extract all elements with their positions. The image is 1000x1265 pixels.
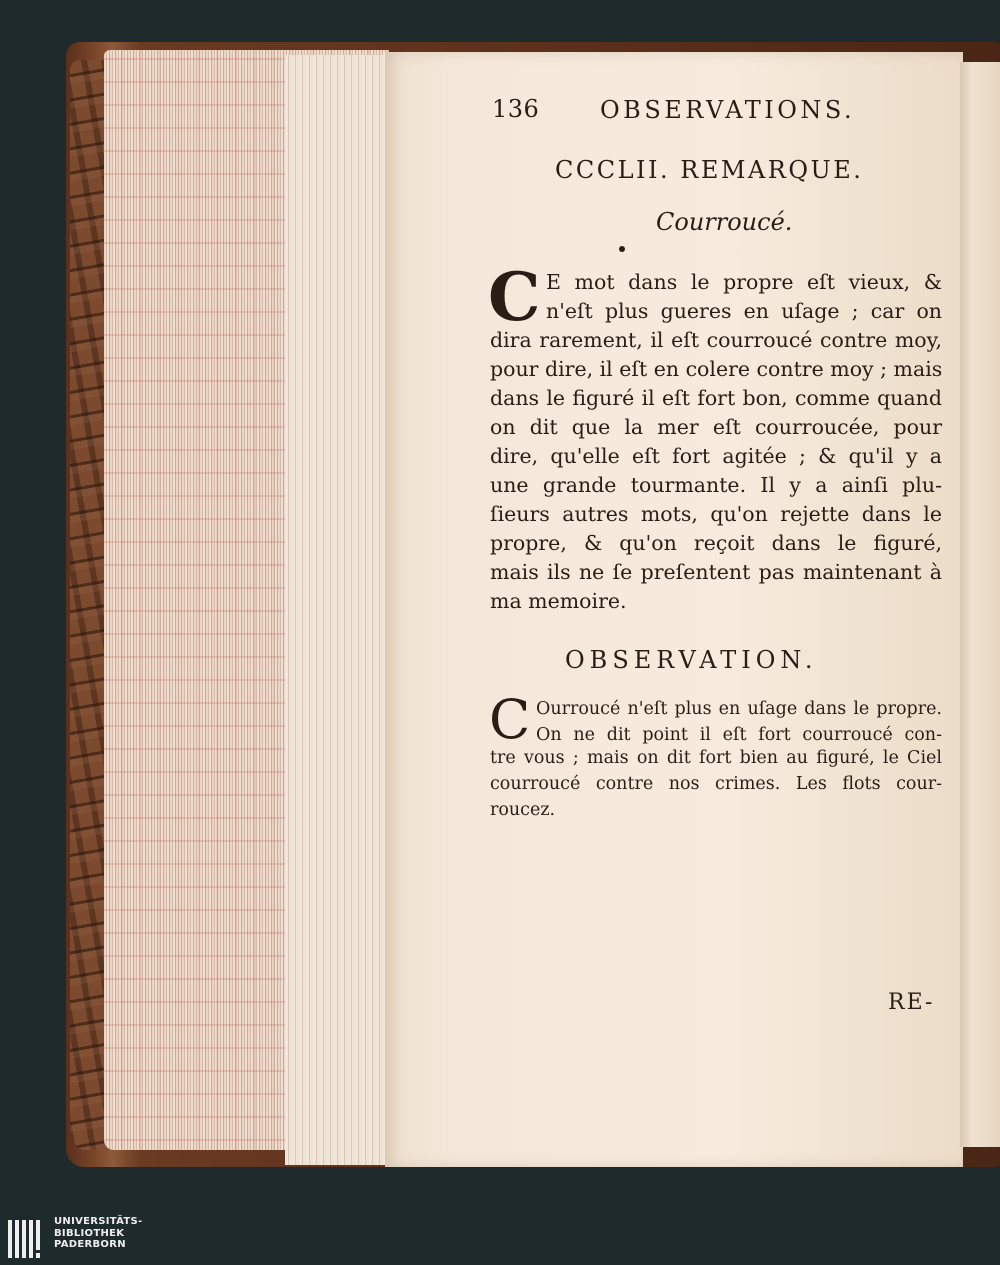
remark-line: dire, qu'elle eſt fort agitée ; & qu'il y a (490, 444, 942, 468)
remark-line: on dit que la mer eſt courroucée, pour (490, 415, 942, 439)
remark-line: ſieurs autres mots, qu'on rejette dans le (490, 502, 942, 526)
remark-line: n'eſt plus gueres en uſage ; car on (546, 299, 942, 323)
remark-line: dans le figuré il eſt fort bon, comme quand (490, 386, 942, 410)
observation-line: courroucé contre nos crimes. Les flots cour- (490, 774, 942, 794)
catchword: RE- (888, 990, 935, 1015)
remark-line: propre, & qu'on reçoit dans le figuré, (490, 531, 942, 555)
remark-heading: CCCLII. REMARQUE. (555, 156, 864, 184)
facing-page-edge (960, 62, 1000, 1147)
footer-bar (0, 1215, 1000, 1265)
remark-line: dira rarement, il eſt courroucé contre moy, (490, 328, 942, 352)
remark-line: mais ils ne ſe preſentent pas maintenant à (490, 560, 942, 584)
observation-line: Ourroucé n'eſt plus en uſage dans le propre. (536, 699, 942, 719)
observation-heading: OBSERVATION. (565, 646, 818, 674)
observation-line: On ne dit point il eſt fort courroucé con- (536, 725, 942, 745)
observation-line: tre vous ; mais on dit fort bien au figuré, le Ciel (490, 748, 942, 768)
remark-line: ma memoire. (490, 589, 627, 613)
library-name-line-1: UNIVERSITÄTS- (54, 1216, 143, 1227)
remark-line: E mot dans le propre eſt vieux, & (546, 270, 942, 294)
library-name (54, 1216, 143, 1251)
marbled-binding (70, 60, 108, 1150)
library-name-line-3: PADERBORN (54, 1239, 126, 1250)
running-head: OBSERVATIONS. (600, 96, 856, 124)
observation-drop-cap: C (489, 688, 531, 751)
page-edges (285, 55, 390, 1165)
observation-line: roucez. (490, 800, 556, 820)
ornament-dot (619, 246, 625, 252)
remark-line: une grande tourmante. Il y a ainſi plu- (490, 473, 942, 497)
entry-word: Courroucé. (656, 208, 793, 236)
library-logo-icon (6, 1218, 50, 1260)
page-number: 136 (492, 95, 540, 123)
library-name-line-2: BIBLIOTHEK (54, 1227, 125, 1239)
remark-drop-cap: C (488, 258, 541, 336)
remark-line: pour dire, il eſt en colere contre moy ; mais (490, 357, 943, 381)
